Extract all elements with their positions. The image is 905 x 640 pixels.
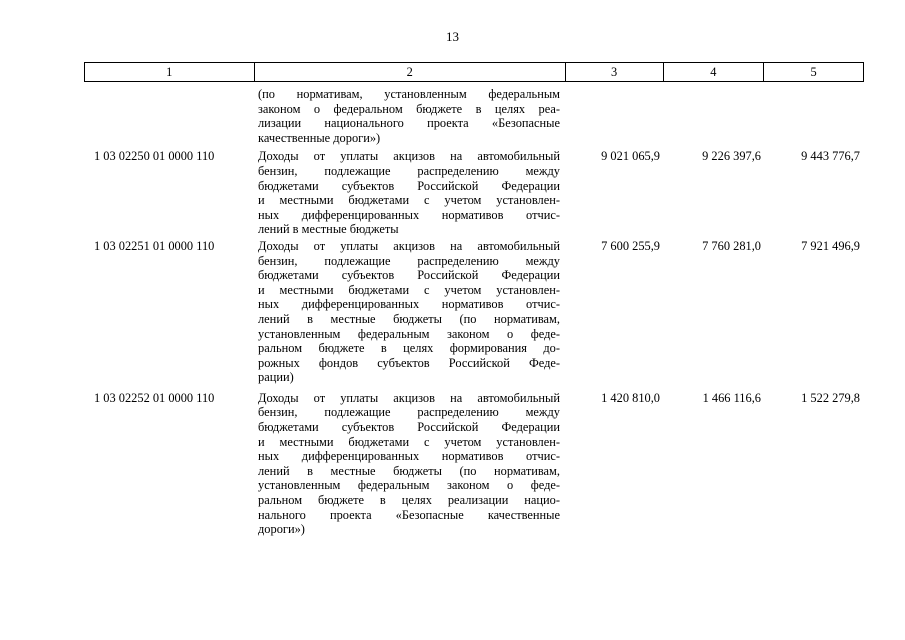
page-number: 13 [446, 29, 459, 44]
desc-line: лений в местные бюджеты [258, 222, 399, 237]
desc-line: и местными бюджетами с учетом установлен- [258, 193, 560, 208]
row-code [84, 87, 254, 145]
table-row [84, 149, 864, 237]
row-value-4: 7 760 281,0 [702, 238, 761, 253]
table-row [84, 239, 864, 385]
desc-line: ных дифференцированных нормативов отчис- [258, 449, 560, 464]
desc-line: бюджетами субъектов Российской Федерации [258, 420, 560, 435]
row-value-5: 1 522 279,8 [801, 390, 860, 405]
desc-line: (по нормативам, установленным федеральным [258, 87, 560, 101]
desc-line: Доходы от уплаты акцизов на автомобильный [258, 238, 560, 253]
desc-line: ных дифференцированных нормативов отчис- [258, 207, 560, 222]
row-value-3: 7 600 255,9 [601, 238, 660, 253]
header-col-1: 1 [85, 63, 255, 81]
desc-line: установленным федеральным законом о феде- [258, 326, 560, 341]
desc-line: рации) [258, 370, 294, 385]
desc-line: бензин, подлежащие распределению между [258, 163, 560, 178]
row-value-4 [664, 87, 765, 145]
header-col-2: 2 [255, 63, 566, 81]
row-code: 1 03 02252 01 0000 110 [94, 390, 215, 405]
table-body [84, 87, 864, 537]
desc-line: законом о федеральном бюджете в целях реа- [258, 101, 560, 116]
desc-line: бензин, подлежащие распределению между [258, 405, 560, 420]
desc-line: ральном бюджете в целях формирования до- [258, 341, 560, 356]
row-description [254, 149, 566, 237]
desc-line: ральном бюджете в целях реализации нацио- [258, 493, 560, 508]
desc-line: рожных фондов субъектов Российской Феде- [258, 355, 560, 370]
desc-line: качественные дороги») [258, 130, 381, 145]
row-code: 1 03 02250 01 0000 110 [94, 149, 215, 164]
row-code: 1 03 02251 01 0000 110 [94, 238, 215, 253]
desc-line: бензин, подлежащие распределению между [258, 253, 560, 268]
row-description [254, 239, 566, 385]
desc-line: Доходы от уплаты акцизов на автомобильный [258, 390, 560, 405]
row-value-3: 1 420 810,0 [601, 390, 660, 405]
row-value-5: 9 443 776,7 [801, 149, 860, 164]
desc-line: бюджетами субъектов Российской Федерации [258, 268, 560, 283]
desc-line: дороги») [258, 522, 305, 537]
desc-line: нального проекта «Безопасные качественные [258, 507, 560, 522]
row-value-4: 1 466 116,6 [702, 390, 761, 405]
row-value-3: 9 021 065,9 [601, 149, 660, 164]
table-row [84, 87, 864, 145]
row-description [254, 391, 566, 537]
desc-line: лений в местные бюджеты (по нормативам, [258, 463, 560, 478]
table-header [84, 62, 864, 82]
desc-line: установленным федеральным законом о феде- [258, 478, 560, 493]
desc-line: лений в местные бюджеты (по нормативам, [258, 311, 560, 326]
desc-line: бюджетами субъектов Российской Федерации [258, 178, 560, 193]
desc-line: и местными бюджетами с учетом установлен- [258, 434, 560, 449]
row-value-5: 7 921 496,9 [801, 238, 860, 253]
table-row [84, 391, 864, 537]
row-value-5 [765, 87, 864, 145]
header-col-4: 4 [664, 63, 765, 81]
header-col-3: 3 [566, 63, 664, 81]
desc-line: и местными бюджетами с учетом установлен- [258, 282, 560, 297]
desc-line: лизации национального проекта «Безопасные [258, 116, 560, 131]
row-value-4: 9 226 397,6 [702, 149, 761, 164]
desc-line: Доходы от уплаты акцизов на автомобильный [258, 149, 560, 164]
row-value-3 [566, 87, 664, 145]
row-description [254, 87, 566, 145]
desc-line: ных дифференцированных нормативов отчис- [258, 297, 560, 312]
header-col-5: 5 [810, 65, 817, 79]
